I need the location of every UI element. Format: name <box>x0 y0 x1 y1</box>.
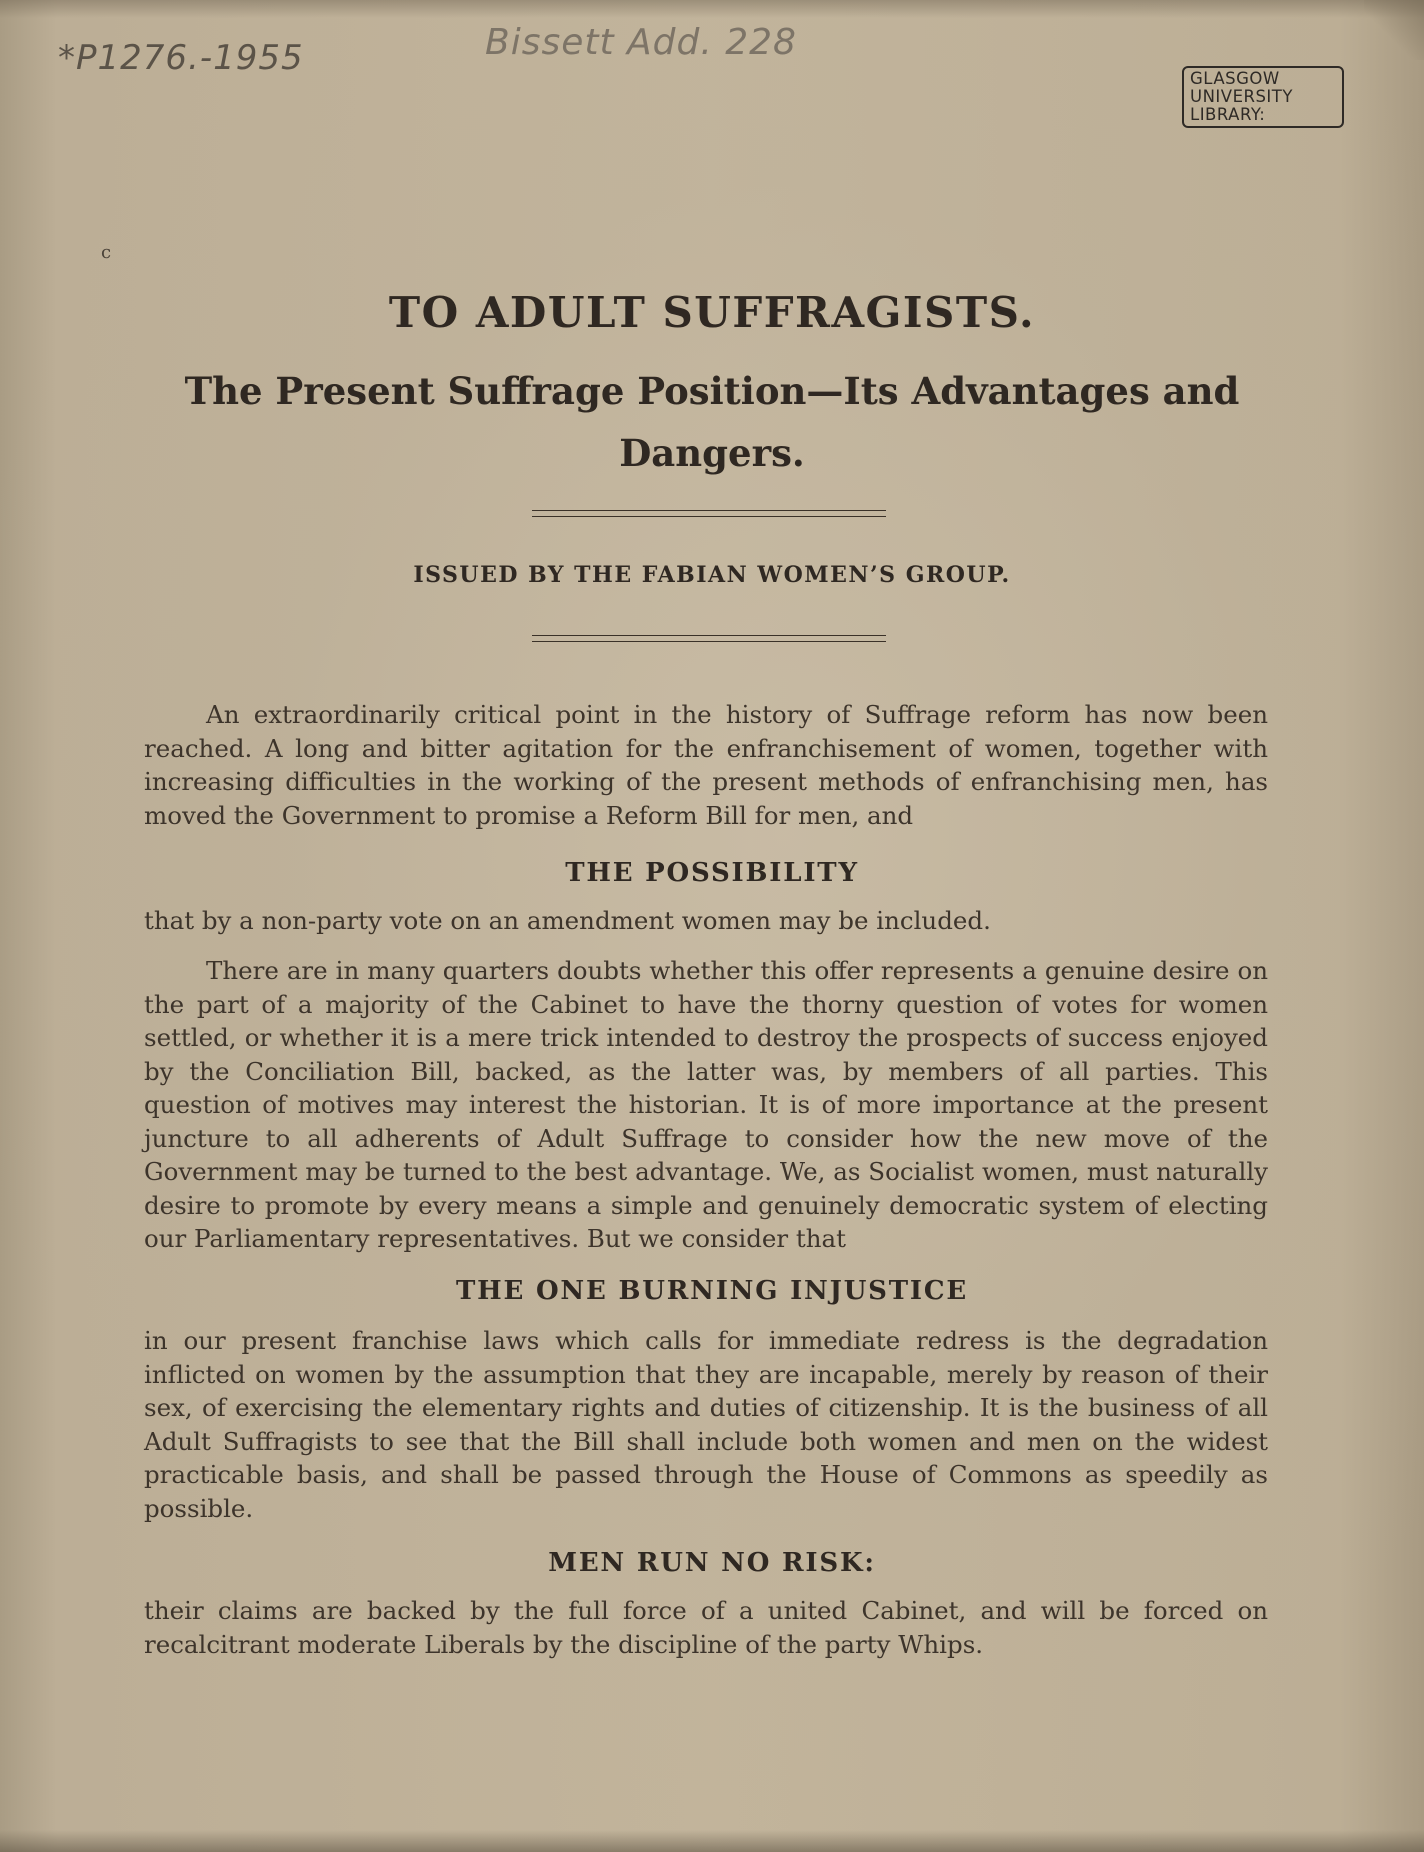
document-subtitle: The Present Suffrage Position—Its Advantages and Dangers. <box>184 369 1240 475</box>
document-title: TO ADULT SUFFRAGISTS. <box>388 288 1036 337</box>
stamp-line-2: UNIVERSITY <box>1190 87 1293 106</box>
section-heading-risk: MEN RUN NO RISK: <box>548 1548 876 1578</box>
double-rule-divider <box>532 510 886 517</box>
handwritten-collection-note: Bissett Add. 228 <box>485 22 797 63</box>
paragraph-doubts: There are in many quarters doubts whether this offer represents a genuine desire on the part of a majority of the Cabinet to have the thorny question of votes for women settled, or whether it is a mere trick intended to destroy the prospects of success enjoyed by the Conciliation Bill, backed, as the latter was, by members of all parties. This question of motives may interest the historian. It is of more importance at the present juncture to all adherents of Adult Suffrage to consider how the new move of the Government may be turned to the best advantage. We, as Socialist women, must naturally desire to promote by every means a simple and genuinely democratic system of electing our Parliamentary representatives. But we consider that <box>144 956 1268 1253</box>
paragraph-injustice: in our present franchise laws which calls for immediate redress is the degradation inflicted on women by the assumption that they are incapable, merely by reason of their sex, of exercising the elementary rights and duties of citizenship. It is the business of all Adult Suffragists to see that the Bill shall include both women and men on the widest practicable basis, and shall be passed through the House of Commons as speedily as possible. <box>144 1326 1268 1523</box>
handwritten-accession-number: *P1276.-1955 <box>58 38 304 78</box>
section-heading-possibility: THE POSSIBILITY <box>565 858 859 888</box>
library-stamp <box>1182 66 1344 128</box>
section-heading-injustice: THE ONE BURNING INJUSTICE <box>456 1276 968 1306</box>
stamp-line-1: GLASGOW <box>1190 69 1280 88</box>
issuer-line: ISSUED BY THE FABIAN WOMEN’S GROUP. <box>413 562 1011 588</box>
page-corner-shadow <box>1364 0 1424 60</box>
double-rule-divider <box>532 635 886 642</box>
paragraph-risk: their claims are backed by the full force of a united Cabinet, and will be forced on recalcitrant moderate Liberals by the discipline of the party Whips. <box>144 1596 1268 1659</box>
paragraph-intro: An extraordinarily critical point in the history of Suffrage reform has now been reached. A long and bitter agitation for the enfranchisement of women, together with increasing difficulties in the working of the present methods of enfranchising men, has moved the Government to promise a Reform Bill for men, and <box>144 700 1268 830</box>
margin-mark: c <box>101 242 112 263</box>
stamp-line-3: LIBRARY: <box>1190 105 1266 124</box>
paragraph-possibility: that by a non-party vote on an amendment women may be included. <box>144 906 991 935</box>
